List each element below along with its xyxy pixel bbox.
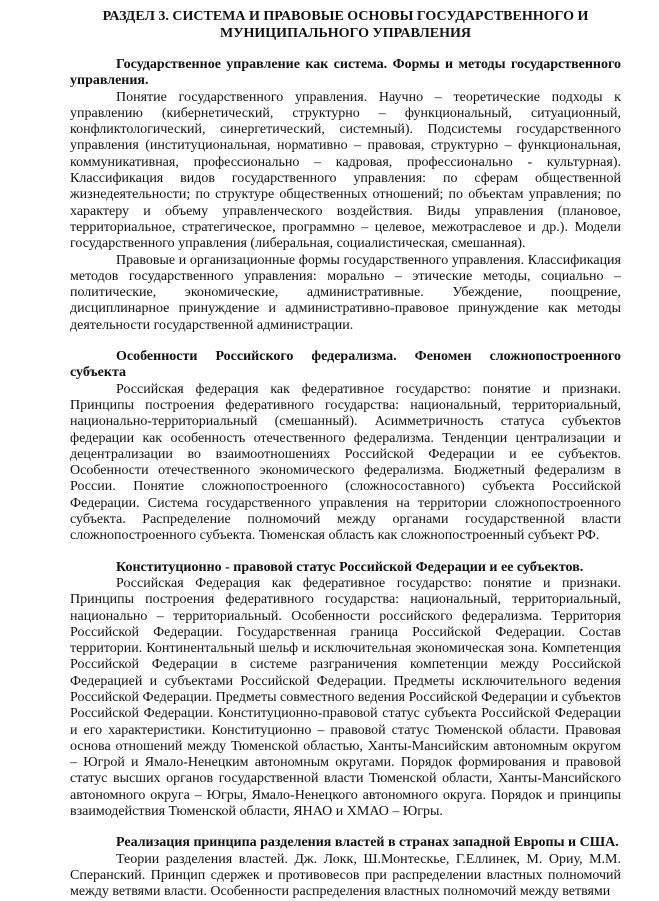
section-title-line-2: МУНИЦИПАЛЬНОГО УПРАВЛЕНИЯ [220, 26, 471, 41]
paragraph: Теории разделения властей. Дж. Локк, Ш.Монтескье, Г.Еллинек, М. Ориу, М.М. Сперанский. Принцип сдержек и противовесов при распределении властных полномочий между ветвями власти. Особенности распределения властных полномочий между ветвями [70, 851, 621, 900]
subsection-heading: Государственное управление как система. Формы и методы государственного управления. [70, 57, 621, 89]
subsection-heading: Реализация принципа разделения властей в странах западной Европы и США. [116, 835, 619, 851]
paragraph: Российская федерация как федеративное государство: понятие и признаки. Принципы построения федеративного государства: национальный, территориальный, национально-территориальный (смешанный). Асимметричность статуса субъектов федерации как особенность отечественного федерализма. Тенденции централизации и децентрализации во взаимоотношениях Российской Федерации и ее субъектов. Особенности отечественного экономического федерализма. Бюджетный федерализм в России. Понятие сложнопостроенного (сложносоставного) субъекта Российской Федерации. Система государственного управления на территории сложнопостроенного субъекта. Распределение полномочий между органами государственной власти сложнопостроенного субъекта. Тюменская область как сложнопостроенный субъект РФ. [70, 381, 621, 544]
subsection-public-administration [70, 57, 621, 334]
section-title [70, 8, 621, 42]
paragraph: Понятие государственного управления. Научно – теоретические подходы к управлению (кибернетический, структурно – функциональный, ситуационный, конфликтологический, синергетический, системный). Подсистемы государственного управления (институциональная, нормативно – правовая, структурно – функциональная, коммуникативная, профессионально – кадровая, профессионально - культурная). Классификация видов государственного управления: по сферам общественной жизнедеятельности; по структуре общественных отношений; по объектам управления; по характеру и объему управленческого воздействия. Виды управления (плановое, территориальное, стратегическое, программно – целевое, межотраслевое и др.). Модели государственного управления (либеральная, социалистическая, смешанная). [70, 89, 621, 252]
paragraph: Российская Федерация как федеративное государство: понятие и признаки. Принципы построения федеративного государства: национальный, территориальный, национально – территориальный. Особенности российского федерализма. Территория Российской Федерации. Государственная граница Российской Федерации. Состав территории. Континентальный шельф и исключительная экономическая зона. Компетенция Российской Федерации в системе разграничения компетенции между Российской Федерацией и субъектами Российской Федерации. Предметы исключительного ведения Российской Федерации. Предметы совместного ведения Российской Федерации и субъектов Российской Федерации. Конституционно-правовой статус субъекта Российской Федерации и его характеристики. Конституционно – правовой статус Тюменской области. Правовая основа отношений между Тюменской областью, Ханты-Мансийским автономным округом – Югрой и Ямало-Ненецким автономным округами. Порядок формирования и правовой статус высших органов государственной власти Тюменской области, Ханты-Мансийского автономного округа – Югры, Ямало-Ненецкого автономного округа. Порядок и принципы взаимодействия Тюменской области, ЯНАО и ХМАО – Югры. [70, 575, 621, 820]
subsection-constitutional-status [70, 560, 621, 821]
paragraph: Правовые и организационные формы государственного управления. Классификация методов государственного управления: морально – этические методы, социально – политические, экономические, административные. Убеждение, поощрение, дисциплинарное принуждение и административно-правовое принуждение как методы деятельности государственной администрации. [70, 252, 621, 333]
subsection-separation-of-powers [70, 835, 621, 900]
subsection-heading: Особенности Российского федерализма. Феномен сложнопостроенного субъекта [70, 349, 621, 381]
section-title-line-1: РАЗДЕЛ 3. СИСТЕМА И ПРАВОВЫЕ ОСНОВЫ ГОСУДАРСТВЕННОГО И [102, 9, 589, 24]
subsection-heading: Конституционно - правовой статус Российской Федерации и ее субъектов. [116, 559, 584, 575]
subsection-russian-federalism [70, 349, 621, 545]
